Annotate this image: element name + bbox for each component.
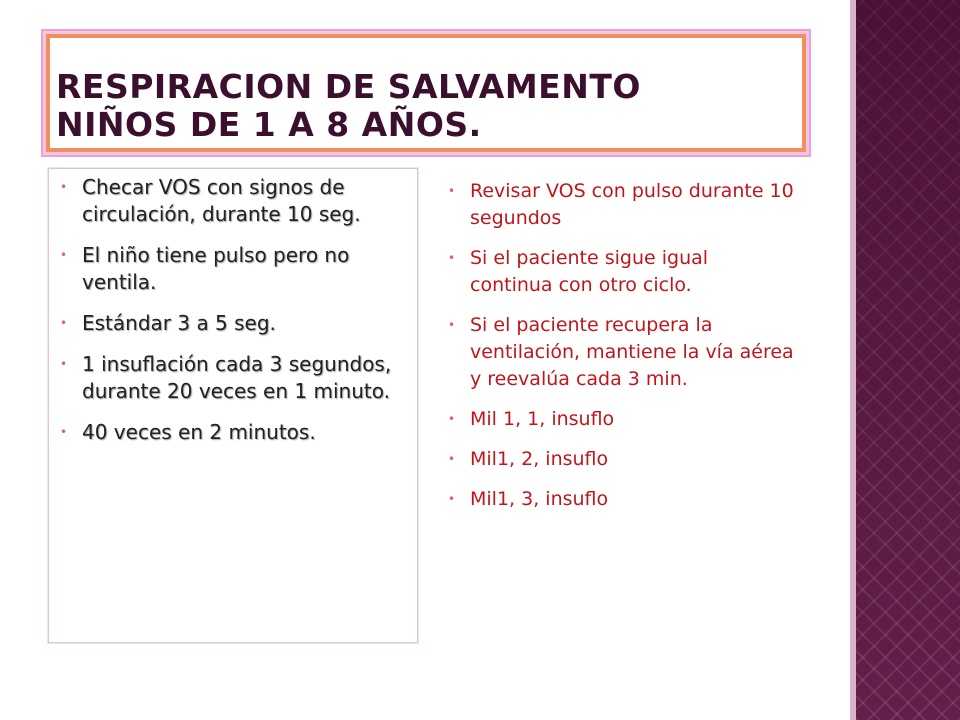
list-item-text: El niño tiene pulso pero no ventila. — [82, 243, 350, 294]
side-panel-shading — [856, 0, 960, 720]
list-item-text: Revisar VOS con pulso durante 10 segundos — [470, 180, 794, 229]
list-item-text: Checar VOS con signos de circulación, durante 10 seg. — [82, 175, 361, 226]
bullet-icon: • — [448, 492, 456, 506]
list-item-text: Si el paciente recupera la ventilación, mantiene la vía aérea y reevalúa cada 3 min. — [470, 314, 794, 390]
right-bullet-list — [444, 178, 794, 526]
list-item — [56, 174, 408, 228]
list-item — [444, 178, 794, 232]
title-line-2: NIÑOS DE 1 A 8 AÑOS. — [56, 105, 482, 144]
bullet-icon: • — [448, 184, 456, 198]
left-bullet-list — [56, 174, 408, 460]
bullet-icon: • — [448, 412, 456, 426]
bullet-icon: • — [60, 316, 68, 330]
list-item-text: Si el paciente sigue igual continua con otro ciclo. — [470, 247, 709, 296]
list-item-text: Estándar 3 a 5 seg. — [82, 311, 276, 335]
list-item — [444, 312, 794, 393]
list-item — [56, 242, 408, 296]
bullet-icon: • — [60, 180, 68, 194]
list-item-text: Mil1, 2, insuflo — [470, 448, 609, 470]
list-item-text: Mil1, 3, insuflo — [470, 488, 609, 510]
bullet-icon: • — [448, 318, 456, 332]
bullet-icon: • — [60, 425, 68, 439]
bullet-icon: • — [448, 452, 456, 466]
list-item — [444, 406, 794, 433]
slide-title — [56, 68, 641, 144]
list-item — [444, 446, 794, 473]
bullet-icon: • — [60, 357, 68, 371]
bullet-icon: • — [60, 248, 68, 262]
list-item-text: Mil 1, 1, insuflo — [470, 408, 615, 430]
list-item — [444, 245, 794, 299]
title-line-1: RESPIRACION DE SALVAMENTO — [56, 67, 641, 106]
list-item-text: 1 insuflación cada 3 segundos, durante 20 veces en 1 minuto. — [82, 352, 392, 403]
list-item — [56, 310, 408, 337]
list-item — [56, 419, 408, 446]
bullet-icon: • — [448, 251, 456, 265]
list-item-text: 40 veces en 2 minutos. — [82, 420, 316, 444]
list-item — [56, 351, 408, 405]
list-item — [444, 486, 794, 513]
